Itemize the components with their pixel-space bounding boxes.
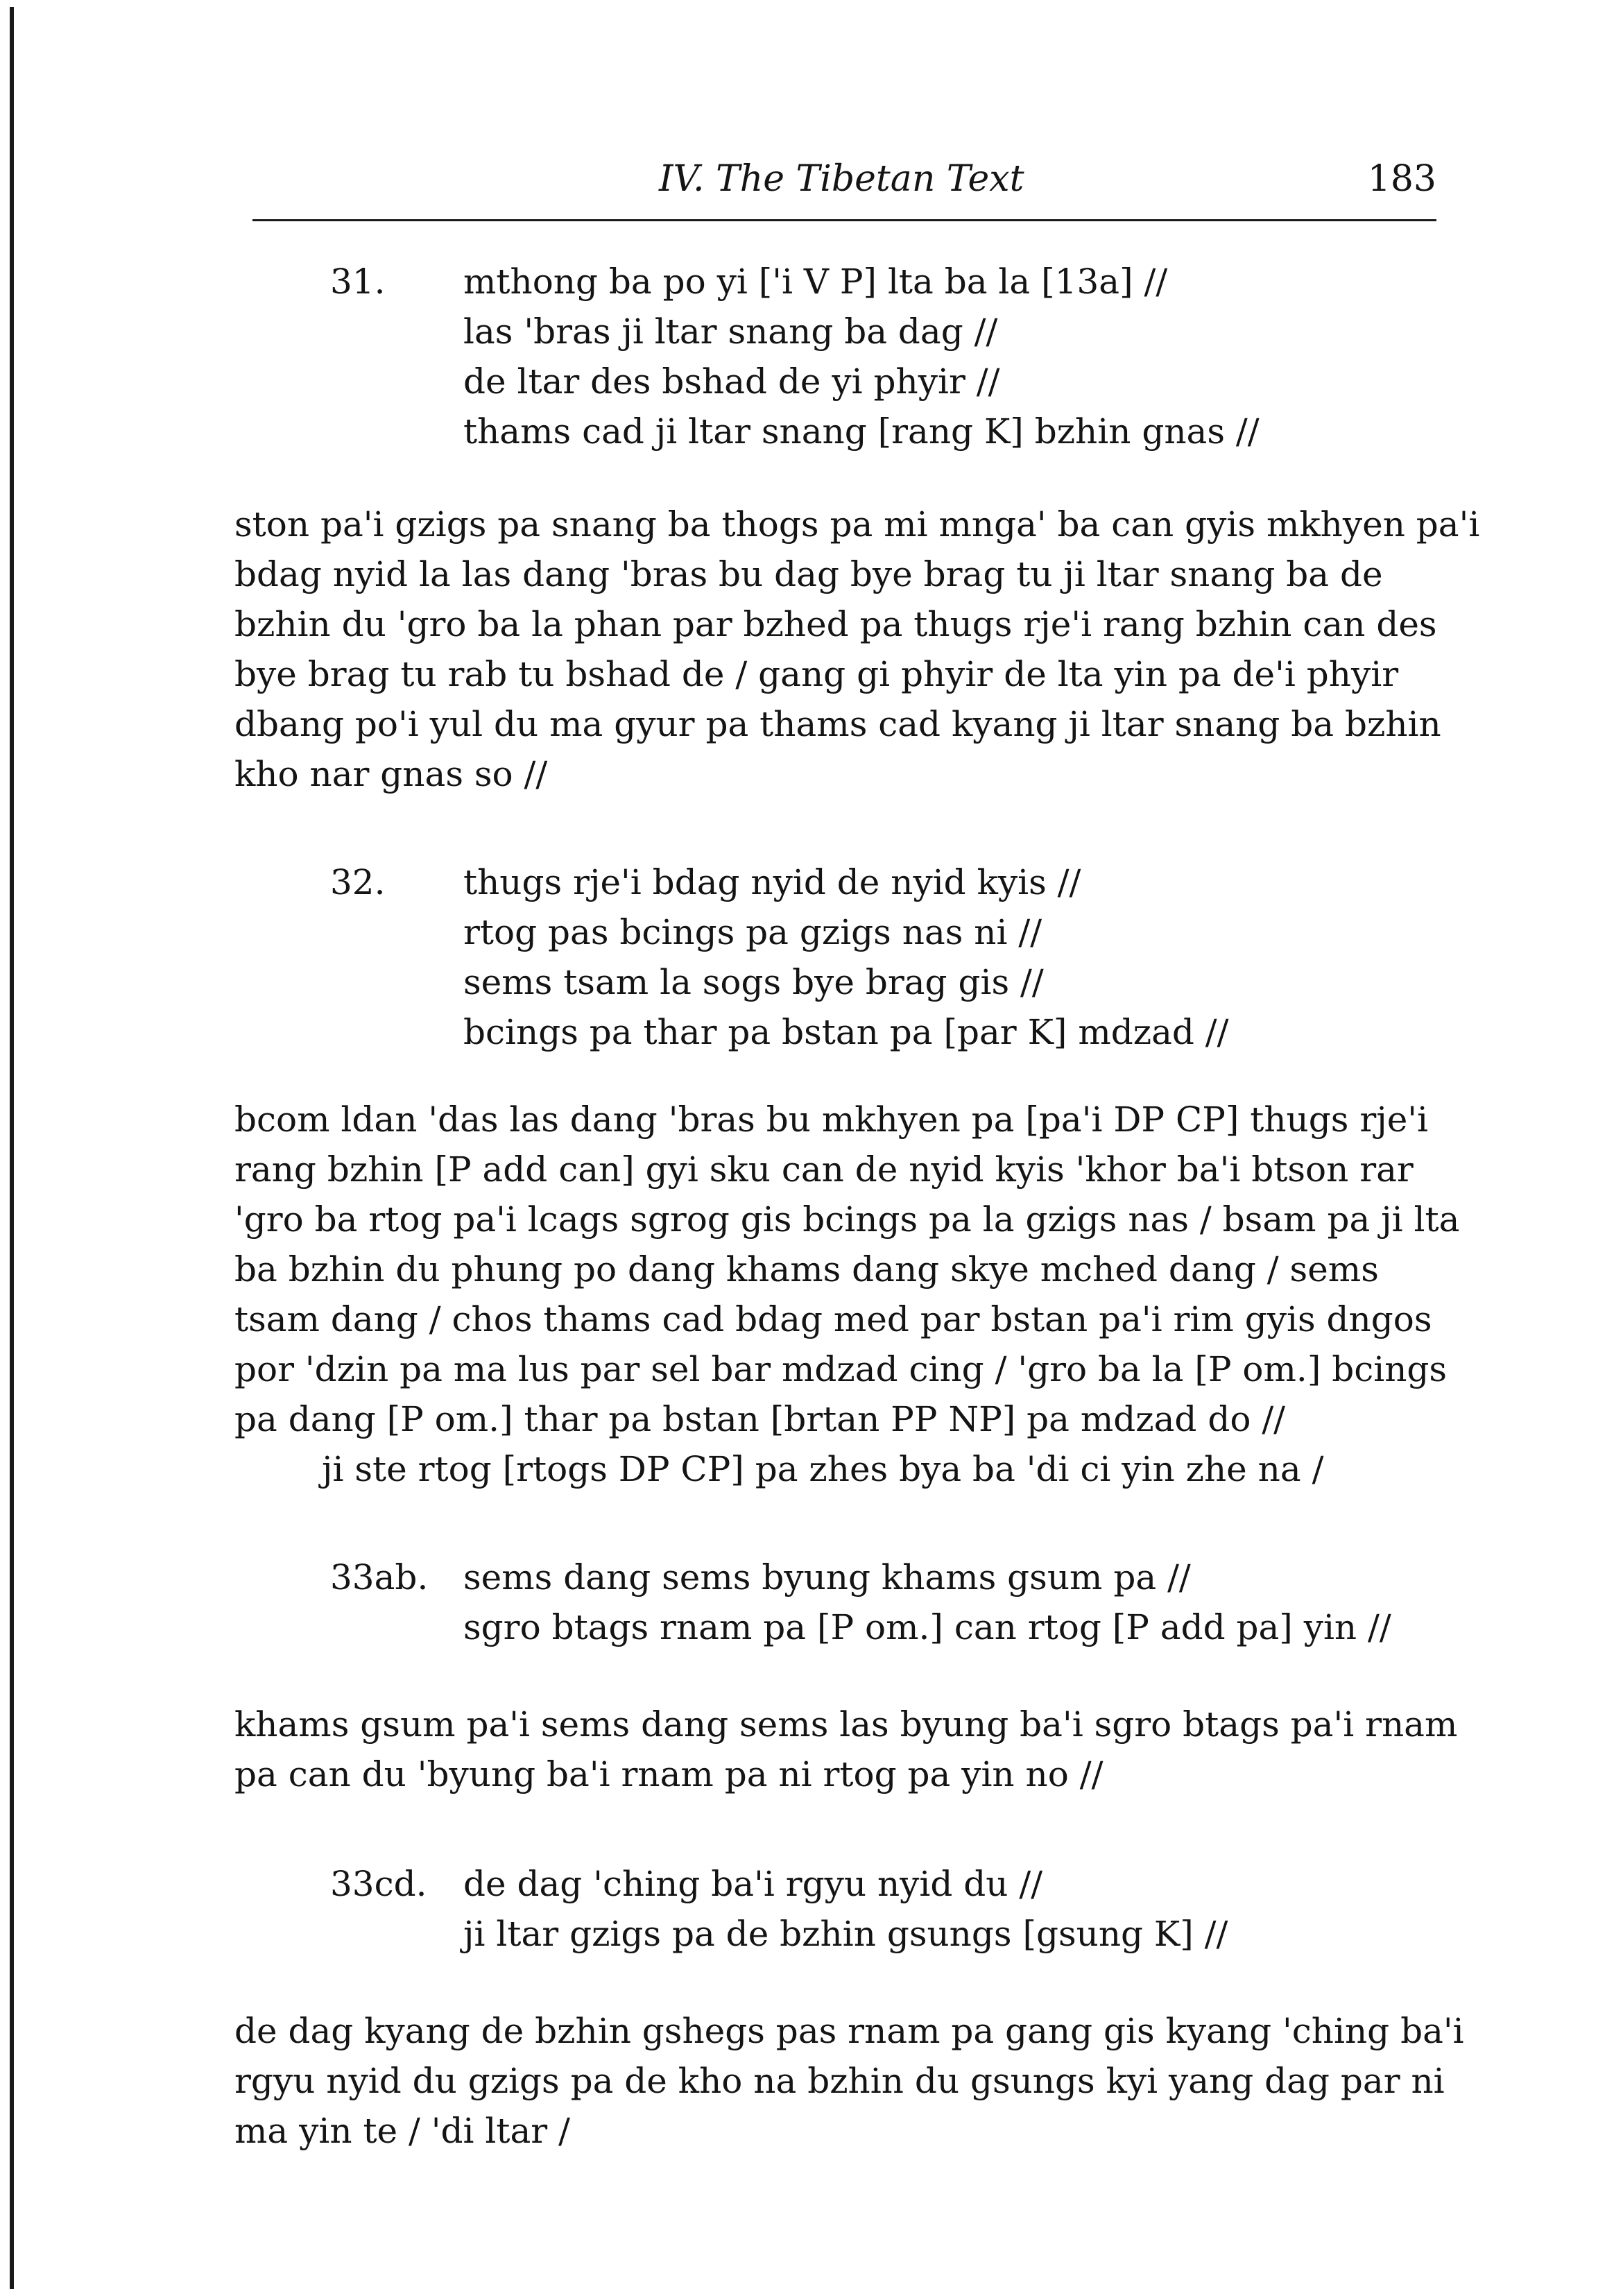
header-rule xyxy=(252,219,1436,221)
verse-line: de ltar des bshad de yi phyir // xyxy=(463,361,1000,402)
text-line-indented: ji ste rtog [rtogs DP CP] pa zhes bya ba 'di ci yin zhe na / xyxy=(322,1449,1324,1489)
verse-lines xyxy=(463,1552,1391,1652)
verse-number: 33ab. xyxy=(330,1557,429,1597)
verse-lines xyxy=(463,857,1229,1057)
verse-number: 33cd. xyxy=(330,1864,427,1904)
verse-line: ji ltar gzigs pa de bzhin gsungs [gsung K] // xyxy=(463,1914,1228,1954)
verse-line: sems dang sems byung khams gsum pa // xyxy=(463,1557,1191,1597)
verse-lines xyxy=(463,1859,1228,1959)
text-line: dbang po'i yul du ma gyur pa thams cad kyang ji ltar snang ba bzhin xyxy=(234,704,1441,744)
commentary-paragraph-1 xyxy=(234,499,1480,799)
verse-number: 32. xyxy=(330,862,386,902)
text-line: bye brag tu rab tu bshad de / gang gi phyir de lta yin pa de'i phyir xyxy=(234,654,1399,694)
running-header xyxy=(252,158,1436,222)
text-line: ma yin te / 'di ltar / xyxy=(234,2111,570,2151)
verse-line: rtog pas bcings pa gzigs nas ni // xyxy=(463,912,1042,952)
verse-line: de dag 'ching ba'i rgyu nyid du // xyxy=(463,1864,1043,1904)
text-line: de dag kyang de bzhin gshegs pas rnam pa gang gis kyang 'ching ba'i xyxy=(234,2011,1464,2051)
verse-line: las 'bras ji ltar snang ba dag // xyxy=(463,311,998,352)
verse-line: mthong ba po yi ['i V P] lta ba la [13a] // xyxy=(463,262,1168,302)
commentary-paragraph-3 xyxy=(234,1699,1458,1799)
text-line: por 'dzin pa ma lus par sel bar mdzad cing / 'gro ba la [P om.] bcings xyxy=(234,1349,1448,1389)
text-line: bzhin du 'gro ba la phan par bzhed pa thugs rje'i rang bzhin can des xyxy=(234,604,1437,644)
text-line: rang bzhin [P add can] gyi sku can de nyid kyis 'khor ba'i btson rar xyxy=(234,1149,1414,1190)
text-line: khams gsum pa'i sems dang sems las byung ba'i sgro btags pa'i rnam xyxy=(234,1704,1458,1745)
verse-line: thugs rje'i bdag nyid de nyid kyis // xyxy=(463,862,1081,902)
text-line: bdag nyid la las dang 'bras bu dag bye brag tu ji ltar snang ba de xyxy=(234,554,1383,594)
commentary-paragraph-4 xyxy=(234,2006,1464,2156)
text-line: kho nar gnas so // xyxy=(234,754,548,794)
text-line: ston pa'i gzigs pa snang ba thogs pa mi mnga' ba can gyis mkhyen pa'i xyxy=(234,504,1480,545)
text-line: rgyu nyid du gzigs pa de kho na bzhin du gsungs kyi yang dag par ni xyxy=(234,2061,1445,2101)
verse-line: sems tsam la sogs bye brag gis // xyxy=(463,962,1044,1002)
text-line: pa can du 'byung ba'i rnam pa ni rtog pa yin no // xyxy=(234,1754,1104,1794)
verse-number: 31. xyxy=(330,262,386,302)
page-binding-edge xyxy=(10,7,14,2289)
verse-line: bcings pa thar pa bstan pa [par K] mdzad // xyxy=(463,1012,1229,1052)
text-line: bcom ldan 'das las dang 'bras bu mkhyen pa [pa'i DP CP] thugs rje'i xyxy=(234,1099,1429,1140)
text-line: tsam dang / chos thams cad bdag med par bstan pa'i rim gyis dngos xyxy=(234,1299,1432,1339)
verse-lines xyxy=(463,257,1260,456)
running-title: IV. The Tibetan Text xyxy=(659,158,1024,200)
verse-line: thams cad ji ltar snang [rang K] bzhin gnas // xyxy=(463,411,1260,452)
text-line: pa dang [P om.] thar pa bstan [brtan PP NP] pa mdzad do // xyxy=(234,1399,1286,1439)
page-number: 183 xyxy=(1367,158,1436,200)
text-line: 'gro ba rtog pa'i lcags sgrog gis bcings pa la gzigs nas / bsam pa ji lta xyxy=(234,1199,1460,1240)
verse-line: sgro btags rnam pa [P om.] can rtog [P add pa] yin // xyxy=(463,1607,1391,1647)
text-line: ba bzhin du phung po dang khams dang skye mched dang / sems xyxy=(234,1249,1379,1290)
commentary-paragraph-2 xyxy=(234,1095,1460,1494)
